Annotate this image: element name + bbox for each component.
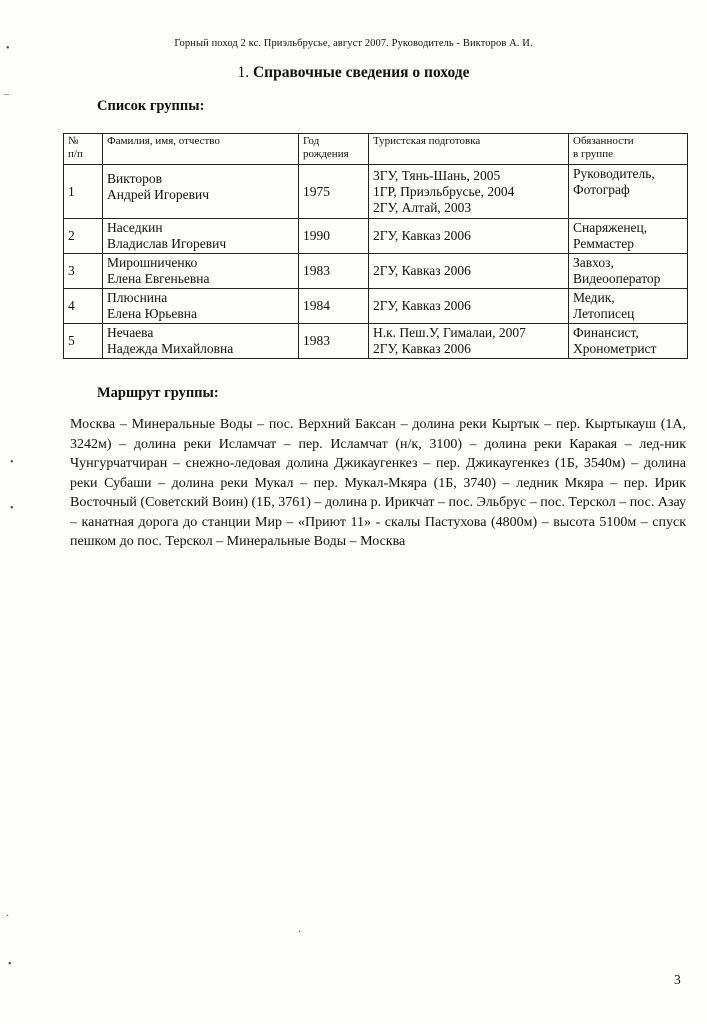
row-number: 5	[64, 324, 103, 359]
row-number: 3	[64, 254, 103, 289]
title-text: Справочные сведения о походе	[252, 64, 470, 81]
column-header-name: Фамилия, имя, отчество	[103, 134, 299, 165]
member-name: Наседкин Владислав Игоревич	[103, 219, 299, 254]
member-name: Плюснина Елена Юрьевна	[103, 289, 299, 324]
page-number: 3	[674, 972, 681, 987]
table-row	[64, 254, 688, 289]
group-list-heading: Список группы:	[97, 98, 205, 114]
experience: 3ГУ, Тянь-Шань, 2005 1ГР, Приэльбрусье, 2004 2ГУ, Алтай, 2003	[369, 165, 569, 219]
column-header-experience: Туристская подготовка	[369, 134, 569, 165]
scan-speck: ·	[6, 911, 10, 922]
member-name: Викторов Андрей Игоревич	[103, 165, 299, 219]
table-header-row	[64, 134, 688, 165]
duties: Медик, Летописец	[569, 289, 688, 324]
experience: Н.к. Пеш.У, Гималаи, 2007 2ГУ, Кавказ 2006	[369, 324, 569, 359]
column-header-duties: Обязанности в группе	[569, 134, 688, 165]
table-row	[64, 219, 688, 254]
scan-speck: •	[6, 43, 10, 54]
experience: 2ГУ, Кавказ 2006	[369, 289, 569, 324]
running-header: Горный поход 2 кс. Приэльбрусье, август 2007. Руководитель - Викторов А. И.	[174, 38, 533, 49]
table-row	[64, 165, 688, 219]
birth-year: 1990	[299, 219, 369, 254]
column-header-number: № п/п	[64, 134, 103, 165]
scan-speck: •	[10, 503, 14, 514]
member-name: Нечаева Надежда Михайловна	[103, 324, 299, 359]
row-number: 2	[64, 219, 103, 254]
scan-speck: ·	[298, 927, 302, 938]
experience: 2ГУ, Кавказ 2006	[369, 219, 569, 254]
scan-speck: –	[4, 89, 9, 100]
table-row	[64, 289, 688, 324]
duties: Руководитель, Фотограф	[569, 165, 688, 219]
route-heading: Маршрут группы:	[97, 385, 219, 401]
group-members-table	[63, 133, 688, 359]
table-row	[64, 324, 688, 359]
scan-speck: •	[10, 457, 14, 468]
experience: 2ГУ, Кавказ 2006	[369, 254, 569, 289]
row-number: 1	[64, 165, 103, 219]
duties: Завхоз, Видеооператор	[569, 254, 688, 289]
birth-year: 1984	[299, 289, 369, 324]
birth-year: 1983	[299, 254, 369, 289]
member-name: Мирошниченко Елена Евгеньевна	[103, 254, 299, 289]
duties: Снаряженец, Реммастер	[569, 219, 688, 254]
column-header-birth-year: Год рождения	[299, 134, 369, 165]
row-number: 4	[64, 289, 103, 324]
scan-speck: •	[8, 959, 12, 970]
title-number: 1.	[237, 64, 250, 81]
route-description: Москва – Минеральные Воды – пос. Верхний Баксан – долина реки Кыртык – пер. Кыртыкауш (1А, 3242м) – долина реки Исламчат – пер. Исламчат (н/к, 3100) – долина реки Каракая – лед-ник Чунгурчатчиран – снежно-ледовая долина Джикаугенкез – пер. Джикаугенкез (1Б, 3540м) – долина реки Субаши – долина реки Мукал – пер. Мукал-Мкяра (1Б, 3740) – ледник Мкяра – пер. Ирик Восточный (Советский Воин) (1Б, 3761) – долина р. Ирикчат – пос. Эльбрус – пос. Терскол – пос. Азау – канатная дорога до станции Мир – «Приют 11» - скалы Пастухова (4800м) – высота 5100м – спуск пешком до пос. Терскол – Минеральные Воды – Москва	[70, 417, 686, 549]
document-title	[0, 64, 707, 82]
birth-year: 1983	[299, 324, 369, 359]
duties: Финансист, Хронометрист	[569, 324, 688, 359]
birth-year: 1975	[299, 165, 369, 219]
